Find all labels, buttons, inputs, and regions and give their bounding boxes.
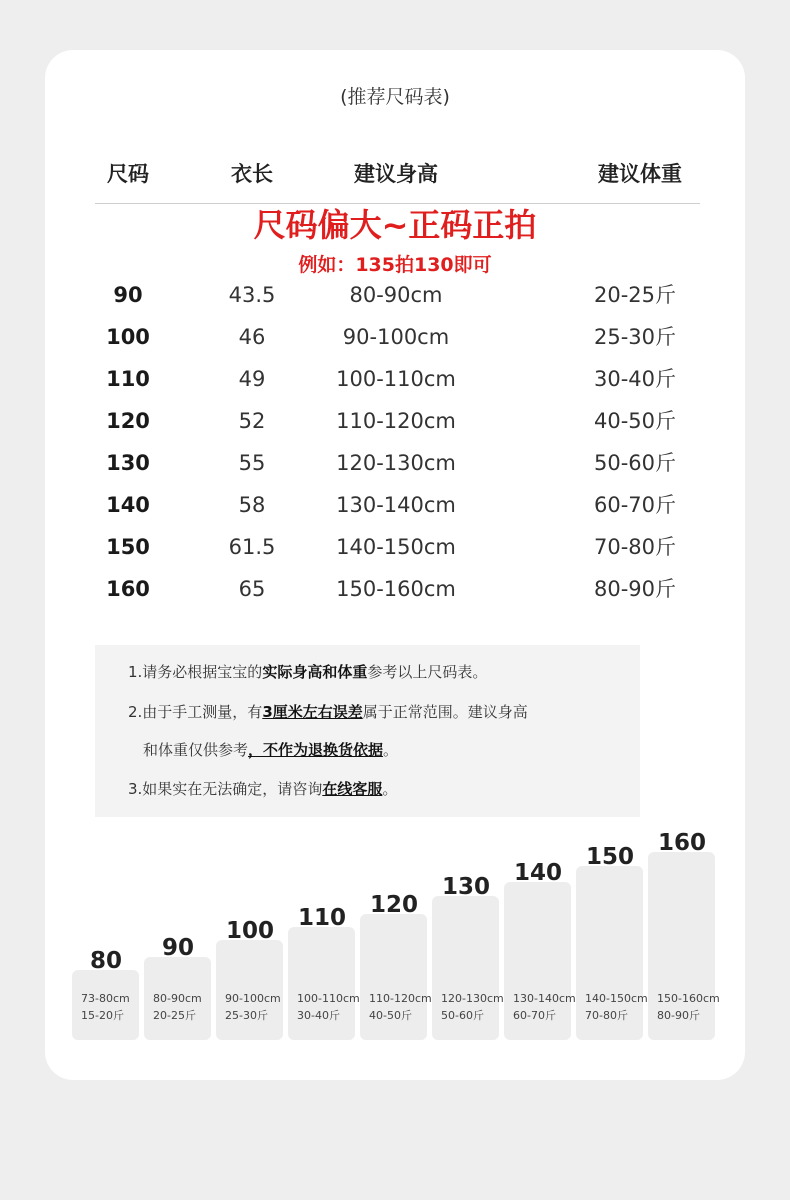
fit-warning-example: 例如：135拍130即可 xyxy=(298,254,492,276)
table-row xyxy=(0,403,790,439)
size-cell: 130 xyxy=(106,451,150,475)
size-bar xyxy=(216,940,283,1040)
weight-cell: 50-60斤 xyxy=(593,451,677,475)
weight-cell: 25-30斤 xyxy=(593,325,677,349)
height-cell: 110-120cm xyxy=(336,409,456,433)
size-bar-height: 130-140cm xyxy=(513,992,576,1005)
size-bar-weight: 80-90斤 xyxy=(657,1009,700,1022)
size-bar-label: 160 xyxy=(657,830,706,856)
header-weight: 建议体重 xyxy=(598,162,682,186)
length-cell: 52 xyxy=(238,409,266,433)
weight-cell: 40-50斤 xyxy=(593,409,677,433)
header-length: 衣长 xyxy=(231,162,273,186)
height-cell: 120-130cm xyxy=(336,451,456,475)
size-bar-label: 120 xyxy=(369,892,418,918)
length-cell: 65 xyxy=(238,577,266,601)
table-row xyxy=(0,571,790,607)
size-bar-height: 150-160cm xyxy=(657,992,720,1005)
note-3-period: 。 xyxy=(382,780,398,798)
note-3-text: 3.如果实在无法确定，请咨询 xyxy=(128,780,323,798)
size-bar-height: 140-150cm xyxy=(585,992,648,1005)
size-cell: 110 xyxy=(106,367,150,391)
header-size: 尺码 xyxy=(107,162,149,186)
note-1-emphasis: 实际身高和体重 xyxy=(262,663,368,681)
note-1-text: 1.请务必根据宝宝的 xyxy=(128,663,263,681)
height-cell: 130-140cm xyxy=(336,493,456,517)
size-bar-height: 73-80cm xyxy=(81,992,130,1005)
weight-cell: 70-80斤 xyxy=(593,535,677,559)
height-cell: 150-160cm xyxy=(336,577,456,601)
note-3 xyxy=(128,778,397,799)
size-bar-label: 140 xyxy=(513,860,562,886)
size-cell: 150 xyxy=(106,535,150,559)
size-bar-weight: 40-50斤 xyxy=(369,1009,412,1022)
table-row xyxy=(0,277,790,313)
weight-cell: 80-90斤 xyxy=(593,577,677,601)
size-bar xyxy=(72,970,139,1040)
note-1 xyxy=(128,661,487,682)
header-height: 建议身高 xyxy=(354,162,438,186)
size-cell: 140 xyxy=(106,493,150,517)
size-bar-label: 110 xyxy=(297,905,346,931)
note-2-text: 2.由于手工测量，有 xyxy=(128,703,263,721)
note-2-text-mid: 属于正常范围。建议身高 xyxy=(362,703,528,721)
size-bar-height: 120-130cm xyxy=(441,992,504,1005)
table-row xyxy=(0,487,790,523)
size-bar-height: 80-90cm xyxy=(153,992,202,1005)
note-2-no-return-emphasis: ，不作为退换货依据 xyxy=(248,741,384,759)
height-cell: 140-150cm xyxy=(336,535,456,559)
note-2-text-cont: 和体重仅供参考 xyxy=(143,741,249,759)
table-row xyxy=(0,529,790,565)
size-bar-height: 90-100cm xyxy=(225,992,281,1005)
note-2-emphasis: 3厘米左右误差 xyxy=(262,703,363,721)
size-cell: 120 xyxy=(106,409,150,433)
header-divider xyxy=(95,203,700,204)
size-cell: 100 xyxy=(106,325,150,349)
height-cell: 90-100cm xyxy=(342,325,450,349)
size-bar-weight: 15-20斤 xyxy=(81,1009,124,1022)
weight-cell: 30-40斤 xyxy=(593,367,677,391)
size-bar-label: 150 xyxy=(585,844,634,870)
height-cell: 80-90cm xyxy=(349,283,443,307)
length-cell: 58 xyxy=(238,493,266,517)
length-cell: 49 xyxy=(238,367,266,391)
note-2-continued xyxy=(143,739,398,760)
size-bar-label: 80 xyxy=(89,948,122,974)
size-bar-label: 130 xyxy=(441,874,490,900)
size-bar-weight: 20-25斤 xyxy=(153,1009,196,1022)
size-bar-label: 100 xyxy=(225,918,274,944)
note-2-period: 。 xyxy=(383,741,399,759)
weight-cell: 20-25斤 xyxy=(593,283,677,307)
size-bar-weight: 30-40斤 xyxy=(297,1009,340,1022)
fit-warning-banner: 尺码偏大~正码正拍 xyxy=(253,206,537,244)
length-cell: 43.5 xyxy=(228,283,276,307)
table-row xyxy=(0,361,790,397)
chart-title: (推荐尺码表) xyxy=(340,86,450,108)
table-row xyxy=(0,319,790,355)
size-bar-weight: 70-80斤 xyxy=(585,1009,628,1022)
size-bar-weight: 50-60斤 xyxy=(441,1009,484,1022)
size-bar-weight: 25-30斤 xyxy=(225,1009,268,1022)
size-bar-weight: 60-70斤 xyxy=(513,1009,556,1022)
size-bar-height: 100-110cm xyxy=(297,992,360,1005)
length-cell: 46 xyxy=(238,325,266,349)
note-3-customer-service: 在线客服 xyxy=(322,780,383,798)
height-cell: 100-110cm xyxy=(336,367,456,391)
size-bar xyxy=(288,927,355,1040)
size-bar-height: 110-120cm xyxy=(369,992,432,1005)
length-cell: 61.5 xyxy=(228,535,276,559)
length-cell: 55 xyxy=(238,451,266,475)
note-1-text-end: 参考以上尺码表。 xyxy=(367,663,488,681)
size-bar-label: 90 xyxy=(161,935,194,961)
size-cell: 160 xyxy=(106,577,150,601)
weight-cell: 60-70斤 xyxy=(593,493,677,517)
table-row xyxy=(0,445,790,481)
size-cell: 90 xyxy=(113,283,143,307)
note-2 xyxy=(128,701,528,722)
